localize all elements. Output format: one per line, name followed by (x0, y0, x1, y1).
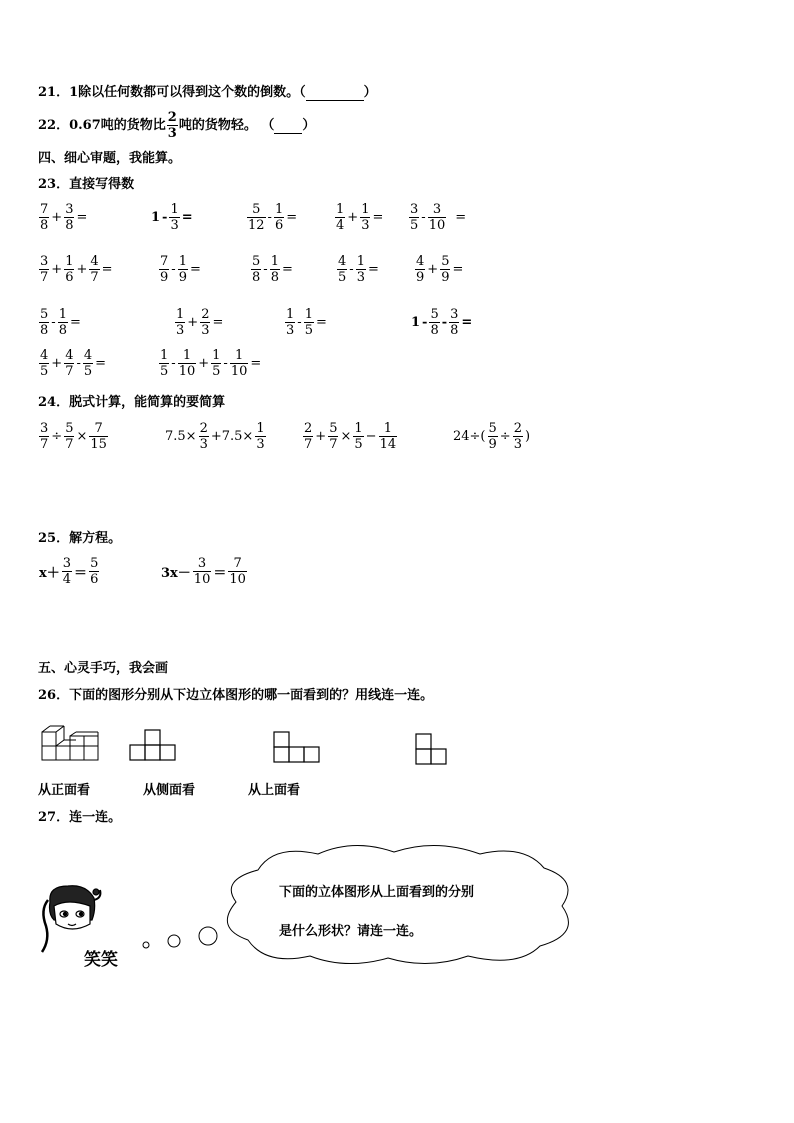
question-21: 21．1除以任何数都可以得到这个数的倒数。（ ） (38, 85, 377, 100)
section-4-heading: 四、细心审题，我能算。 (38, 151, 182, 166)
q25-equation-1: x＋ 3 4 ＝ 5 6 (39, 556, 99, 587)
question-22: 22．0.67吨的货物比 2 3 吨的货物轻。 （ ） (38, 110, 316, 141)
question-25-title: 25．解方程。 (38, 531, 122, 546)
q23-r1-e2: 1 - $\frac{1}{3}$ = (151, 202, 193, 233)
thought-bubbles (138, 924, 222, 952)
q24-e1: $\frac{3}{7}$ ÷ $\frac{5}{7}$ × $\frac{7}{15}$ (40, 421, 107, 452)
label-side-view: 从侧面看 (143, 783, 196, 798)
label-front-view: 从正面看 (38, 783, 91, 798)
q24-e3: 2 7 + $\frac{5}{7}$ × $\frac{1}{5}$ − $\frac{1}{14}$ (304, 421, 397, 452)
question-23-title: 23．直接写得数 (38, 177, 135, 192)
q23-r2-e4: 4 5 - $\frac{1}{3}$ = (338, 254, 379, 285)
cloud-text-line-1: 下面的立体图形从上面看到的分别 (279, 885, 475, 900)
q24-e4: 24÷( $\frac{5}{9}$ ÷ $\frac{2}{3}$ ) (453, 421, 531, 452)
q23-r2-e1: 3 7 + $\frac{1}{6}$ + $\frac{4}{7}$ = (40, 254, 113, 285)
cloud-text-line-2: 是什么形状？请连一连。 (279, 924, 423, 939)
view-shape-2 (272, 730, 320, 764)
q23-r3-e4: 1 - 5 8 - $\frac{3}{8}$ = (411, 307, 473, 338)
q23-r3-e1: 5 8 - $\frac{1}{8}$ = (40, 307, 81, 338)
q23-r4-e2: 1 5 - 1 10 + $\frac{1}{5}$ - $\frac{1}{10}$ = (160, 348, 262, 379)
q23-r1-e1: 7 8 + $\frac{3}{8}$ = (40, 202, 88, 233)
solid-figure-drawing (40, 722, 100, 764)
view-shape-1 (130, 728, 176, 762)
q23-r4-e1: 4 5 + $\frac{4}{7}$ - $\frac{4}{5}$ = (40, 348, 107, 379)
q21-answer-blank[interactable] (306, 84, 364, 101)
q23-r1-e5: 3 5 - $\frac{3}{10}$ = (410, 202, 467, 233)
q23-r1-e3: 5 12 - $\frac{1}{6}$ = (248, 202, 298, 233)
q22-answer-blank[interactable] (274, 117, 302, 134)
question-24-title: 24．脱式计算，能简算的要简算 (38, 395, 226, 410)
q23-r2-e2: 7 9 - $\frac{1}{9}$ = (160, 254, 201, 285)
label-top-view: 从上面看 (248, 783, 301, 798)
q24-e2: 7.5× $\frac{2}{3}$ +7.5× $\frac{1}{3}$ (165, 421, 265, 452)
section-5-heading: 五、心灵手巧，我会画 (38, 661, 169, 676)
q23-r1-e4: 1 4 + $\frac{1}{3}$ = (336, 202, 384, 233)
girl-name-label: 笑笑 (84, 950, 118, 970)
question-27-title: 27．连一连。 (38, 810, 122, 825)
q23-r3-e3: 1 3 - $\frac{1}{5}$ = (286, 307, 327, 338)
view-shape-3 (414, 732, 448, 768)
q23-r3-e2: 1 3 + $\frac{2}{3}$ = (176, 307, 224, 338)
speech-cloud (218, 840, 582, 968)
q25-equation-2: 3x－ 3 10 ＝ 7 10 (161, 556, 246, 587)
q23-r2-e3: 5 8 - $\frac{1}{8}$ = (252, 254, 293, 285)
q22-fraction: 2 3 (167, 110, 177, 141)
question-26-title: 26．下面的图形分别从下边立体图形的哪一面看到的？用线连一连。 (38, 688, 434, 703)
q21-text: 21．1除以任何数都可以得到这个数的倒数。（ (38, 85, 306, 100)
q23-r2-e5: 4 9 + $\frac{5}{9}$ = (416, 254, 464, 285)
